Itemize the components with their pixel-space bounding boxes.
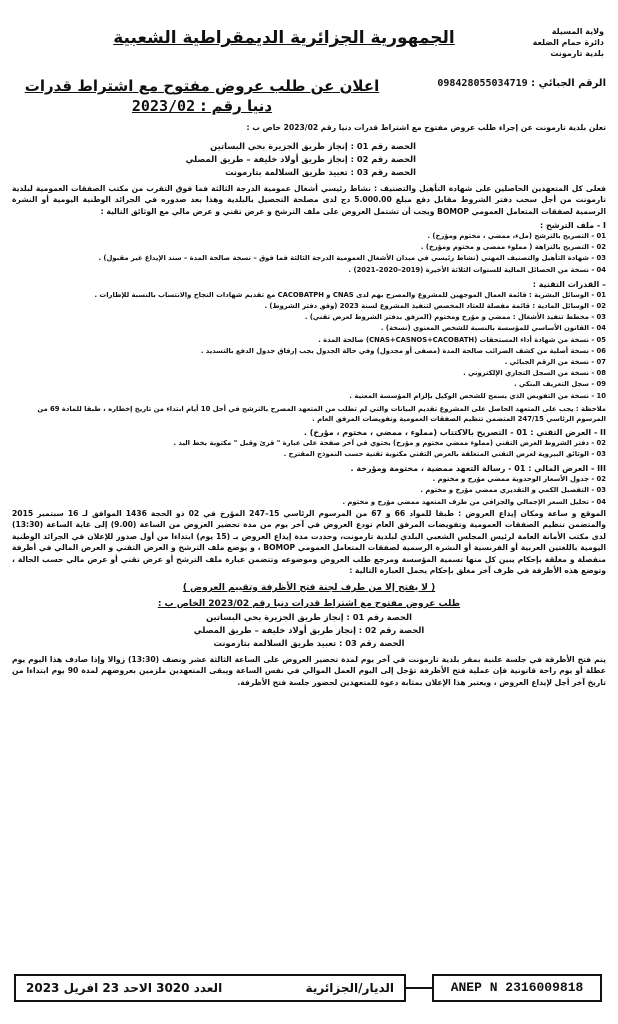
tax-number-value: 098428055034719 xyxy=(437,78,528,89)
list-item: 04 - تحليل السعر الإجمالي والجزافي من طرف المتعهد ممضي مؤرخ و مختوم . xyxy=(342,497,606,506)
lot-item: الحصة رقم 02 : إنجاز طريق أولاد خليفة – طريق المصلي xyxy=(185,153,416,164)
issuer-line: دائرة حمام الضلعة xyxy=(532,38,604,47)
financial-offer-list xyxy=(12,474,606,508)
list-item: 03 - الوثائق البيروية لعرض التقني المتعلقة بالعرض التقني مكتوبة تقنية حسب النموذج المقترح . xyxy=(283,450,606,459)
list-item: 02 - جدول الأسعار الوحدوية ممضي مؤرخ و مختوم . xyxy=(432,475,606,484)
lot-item: الحصة رقم 03 : تعبيد طريق السلالمة بتارمونت xyxy=(213,637,405,648)
paragraph-conditions: فعلى كل المتعهدين الحاصلين على شهادة التأهيل والتصنيف : نشاط رئيسي أشغال عمومية الدرجة الثالثة فما فوق التقرب من مكتب الصفقات العمومية لبلدية تارمونت من أجل سحب دفتر الشروط مقابل دفع مبلغ 5.000.00 دج لدى مصلحة التحصيل بالبلدية وهذا بعد صدوره في الجرائد الوطنية اليومية أو النشرة الرسمية لصفقات المتعامل العمومي BOMOP ويجب أن تشتمل العروض على ملف الترشح و عرض تقني و عرض مالي مع الوثائق التالية : xyxy=(12,183,606,216)
list-item: 05 - نسخة من شهادة أداء المستحقات (CNAS+CASNOS+CACOBATH) صالحة المدة . xyxy=(318,335,606,344)
section-candidacy: I - ملف الترشح : xyxy=(539,221,606,230)
candidacy-list xyxy=(12,231,606,276)
list-item: 04 - القانون الأساسي للمؤسسة بالنسبة للشخص المعنوي (نسخة) . xyxy=(380,324,606,333)
footer-connector-line xyxy=(406,987,432,989)
section-financial-offer: III - العرض المالي : 01 - رسالة التعهد ممضية ، مختومة ومؤرخة . xyxy=(350,464,606,474)
issuer-line: بلدية تارمونت xyxy=(550,49,604,58)
lot-item: الحصة رقم 01 : إنجاز طريق الجزيرة بحي البساتين xyxy=(210,140,416,151)
publication-box xyxy=(14,974,406,1002)
list-item: 08 - نسخة من السجل التجاري الإلكتروني . xyxy=(463,369,606,378)
envelope-warning: ( لا يفتح إلا من طرف لجنة فتح الأظرفة وتقييم العروض ) xyxy=(182,582,436,593)
tax-number xyxy=(437,78,606,89)
republic-heading: الجمهورية الجزائرية الديمقراطية الشعبية xyxy=(113,28,455,48)
lots-repeat-list xyxy=(12,611,606,650)
list-item: 02 - التصريح بالنزاهة ( مملوء ممضى و مختوم ومؤرخ) . xyxy=(420,243,606,252)
list-item: 02 - دفتر الشروط العرض التقني (مملوء ممضي مختوم و مؤرخ) يحتوي في آخر صفحة على عبارة " قرئ وقبل " مكتوبة بخط اليد . xyxy=(173,438,606,447)
technical-offer-list xyxy=(12,438,606,460)
intro: تعلن بلدية تارمونت عن إجراء طلب عروض مفتوح مع اشتراط قدرات دنيا رقم 2023/02 خاص ب : xyxy=(246,123,606,132)
header xyxy=(12,18,606,122)
list-item: 09 - سجل التعريف البنكي . xyxy=(514,380,606,389)
issue-info: العدد 3020 الاحد 23 افريل 2023 xyxy=(26,981,223,995)
list-item: 06 - نسخة أصلية من كشف الضرائب صالحة المدة (مصفى أو مجدول) وفي حالة الجدول يجب إرفاق جدول الدفع بالتسديد . xyxy=(200,346,606,355)
announcement-page xyxy=(12,18,606,958)
newspaper-name: الديار/الجزائرية xyxy=(305,981,394,995)
list-item: 01 - التصريح بالترشح (ملء، ممضي ، مختوم ومؤرخ) . xyxy=(427,232,606,240)
list-item: 04 - نسخة من الحصائل المالية للسنوات الثلاثة الأخيرة (2019–2020–2021) . xyxy=(348,265,606,274)
title-text: اعلان عن طلب عروض مفتوح مع اشتراط قدرات دنيا رقم : xyxy=(24,77,380,115)
section-technical-offer: II - العرض التقني : 01 - التصريح بالاكتتاب (مملوء ، ممضي ، مختوم ، مؤرخ) . xyxy=(303,427,606,437)
lot-item: الحصة رقم 02 : إنجاز طريق أولاد خليفة – طريق المصلي xyxy=(193,624,425,635)
section-tech-capacity: – القدرات التقنية : xyxy=(532,279,606,289)
list-item: 03 - مخطط تنفيذ الأشغال : ممضي و مؤرخ ومختوم (المرفق بدفتر الشروط لعرض تقني) . xyxy=(304,313,606,322)
issuer-line: ولاية المسيلة xyxy=(551,27,604,36)
list-item: 07 - نسخة من الرقم الجبائي . xyxy=(504,358,606,367)
tech-capacity-list xyxy=(12,290,606,402)
lots-list xyxy=(12,140,606,179)
note: ملاحظة : يجب على المتعهد الحاصل على المشروع تقديم البيانات والتي لم تطلب من المتعهد المصرح بالترشح في أجل 10 أيام ابتداء من تاريخ إخطاره ، طبقا للمادة 69 من المرسوم الرئاسي 247/15 المتضمن تنظيم الصفقات العمومية وتفويضات المرفق العام . xyxy=(37,404,606,423)
paragraph-opening: يتم فتح الأظرفة في جلسة علنية بمقر بلدية تارمونت في آخر يوم لمدة تحضير العروض على الساعة الثالثة عشر ونصف (13:30) زوالا وإذا صادف هذا اليوم يوم عطلة أو يوم راحة قانونية فإن عملية فتح الأظرفة تؤجل إلى اليوم العمل الموالي في نفس الساعة ويبقى المتعهدين ملزمين بعروضهم لمدة 90 يوم ابتداءا من تاريخ آخر أجل لإيداع العروض ، ويعتبر هذا الإعلان بمثابة دعوة للمتعهدين لحضور جلسة فتح الأظرفة. xyxy=(12,654,606,687)
lot-item: الحصة رقم 03 : تعبيد طريق السلالمة بتارمونت xyxy=(225,166,416,177)
title-number: 2023/02 xyxy=(131,97,196,115)
list-item: 03 - شهادة التأهيل والتصنيف المهني (نشاط رئيسي في ميدان الأشغال العمومية الدرجة الثالثة فما فوق – نسخة صالحة المدة – سند الإيداع غير مقبول) . xyxy=(98,254,606,263)
announcement-title xyxy=(12,76,392,116)
list-item: 10 - نسخة من التفويض الذي يسمح للشخص الوكيل بإلزام المؤسسة المعنية . xyxy=(349,391,606,400)
footer xyxy=(14,974,604,1004)
list-item: 02 - الوسائل المادية : قائمة مفصلة للعتاد المخصص لتنفيذ المشروع لسنة 2023 (وفق دفتر الشروط) . xyxy=(264,302,606,311)
envelope-title: طلب عروض مفتوح مع اشتراط قدرات دنيا رقم 2023/02 الخاص ب : xyxy=(157,598,461,609)
lot-item: الحصة رقم 01 : إنجاز طريق الجزيرة بحي البساتين xyxy=(206,611,412,622)
list-item: 03 - التفصيل الكمي و التقديري ممضي مؤرخ و مختوم . xyxy=(420,486,606,495)
tax-number-label: الرقم الجبائي : xyxy=(531,78,606,89)
list-item: 01 - الوسائل البشرية : قائمة العمال الموجهين للمشروع والمصرح بهم لدى CNAS و CACOBATPH مع تقديم شهادات النجاح والانتساب بالنسبة للإطارات . xyxy=(94,290,606,299)
issuer-block xyxy=(508,26,604,59)
anep-number: ANEP N 2316009818 xyxy=(432,974,602,1002)
paragraph-deposit: الموقع و ساعة ومكان إيداع العروض : طبقا للمواد 66 و 67 من المرسوم الرئاسي 15–247 المؤرخ في 02 ذو الحجة 1436 الموافق لـ 16 سبتمبر 2015 والمتضمن تنظيم الصفقات العمومية وتفويضات المرفق العام تودع العروض في آخر يوم من مدة تحضير العروض من الساعة (9.00) إلى غاية الساعة (13:30) لدى مكتب الأمانة العامة لرئيس المجلس الشعبي البلدي لبلدية تارمونت، وحددت مدة إيداع العروض بـ (15 يوم) ابتداءا من أول صدور للإعلان في الجرائد الوطنية اليومية باللغتين العربية أو الفرنسية أو النشرة الرسمية لصفقات المتعامل العمومي BOMOP ، و يوضع ملف الترشح و العرض التقني و العرض المالي في أظرفة منفصلة و مغلقة بإحكام يبين كل منها تسمية المؤسسة ومرجع طلب العروض وموضوعه وتتضمن عبارة ملف الترشح أو عرض تقني أو عرض مالي حسب الحالة ، وتوضع هذه الأظرفة في ظرف آخر مغلق بإحكام يحمل العبارة التالية : xyxy=(12,508,606,576)
